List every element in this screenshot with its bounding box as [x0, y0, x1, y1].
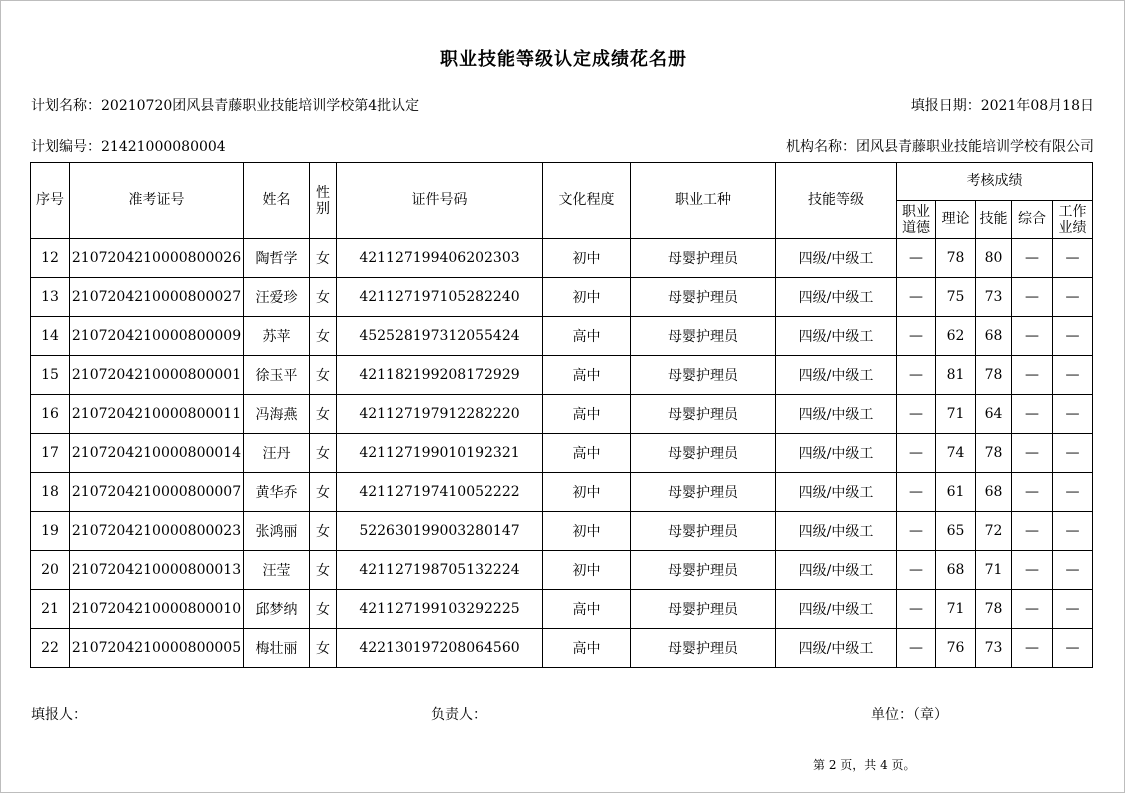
header-skill: 技能 — [976, 201, 1012, 239]
cell-ethics: — — [897, 473, 936, 512]
cell-work-performance: — — [1053, 512, 1093, 551]
cell-id-no: 422130197208064560 — [337, 629, 543, 668]
header-exam-no: 准考证号 — [70, 163, 244, 239]
header-ethics: 职业道德 — [897, 201, 936, 239]
cell-theory: 68 — [936, 551, 976, 590]
cell-exam-no: 2107204210000800010 — [70, 590, 244, 629]
cell-occupation: 母婴护理员 — [631, 395, 776, 434]
header-id-no: 证件号码 — [337, 163, 543, 239]
cell-id-no: 522630199003280147 — [337, 512, 543, 551]
cell-overall: — — [1012, 629, 1053, 668]
cell-seq: 22 — [31, 629, 70, 668]
cell-occupation: 母婴护理员 — [631, 317, 776, 356]
cell-skill: 68 — [976, 473, 1012, 512]
cell-exam-no: 2107204210000800027 — [70, 278, 244, 317]
cell-exam-no: 2107204210000800001 — [70, 356, 244, 395]
table-row — [31, 512, 1093, 551]
cell-skill-level: 四级/中级工 — [776, 278, 897, 317]
cell-work-performance: — — [1053, 551, 1093, 590]
cell-skill-level: 四级/中级工 — [776, 512, 897, 551]
table-row — [31, 278, 1093, 317]
cell-gender: 女 — [310, 551, 337, 590]
cell-theory: 75 — [936, 278, 976, 317]
cell-id-no: 421127197105282240 — [337, 278, 543, 317]
cell-seq: 21 — [31, 590, 70, 629]
cell-gender: 女 — [310, 512, 337, 551]
cell-gender: 女 — [310, 317, 337, 356]
cell-work-performance: — — [1053, 434, 1093, 473]
cell-occupation: 母婴护理员 — [631, 356, 776, 395]
cell-skill: 80 — [976, 239, 1012, 278]
cell-theory: 71 — [936, 395, 976, 434]
cell-name: 汪莹 — [244, 551, 310, 590]
cell-gender: 女 — [310, 356, 337, 395]
cell-skill-level: 四级/中级工 — [776, 434, 897, 473]
cell-ethics: — — [897, 590, 936, 629]
cell-skill-level: 四级/中级工 — [776, 551, 897, 590]
table-row — [31, 317, 1093, 356]
unit-stamp-label: 单位：（章） — [871, 707, 948, 723]
roster-body — [31, 239, 1093, 668]
cell-occupation: 母婴护理员 — [631, 434, 776, 473]
organization-name: 机构名称：团风县青藤职业技能培训学校有限公司 — [786, 139, 1094, 155]
cell-exam-no: 2107204210000800011 — [70, 395, 244, 434]
cell-exam-no: 2107204210000800013 — [70, 551, 244, 590]
table-row — [31, 434, 1093, 473]
cell-seq: 14 — [31, 317, 70, 356]
cell-theory: 62 — [936, 317, 976, 356]
cell-gender: 女 — [310, 434, 337, 473]
cell-ethics: — — [897, 356, 936, 395]
cell-gender: 女 — [310, 473, 337, 512]
cell-ethics: — — [897, 434, 936, 473]
cell-ethics: — — [897, 395, 936, 434]
cell-overall: — — [1012, 551, 1053, 590]
cell-seq: 12 — [31, 239, 70, 278]
cell-seq: 18 — [31, 473, 70, 512]
cell-name: 黄华乔 — [244, 473, 310, 512]
cell-skill: 71 — [976, 551, 1012, 590]
cell-work-performance: — — [1053, 239, 1093, 278]
cell-ethics: — — [897, 317, 936, 356]
header-name: 姓名 — [244, 163, 310, 239]
table-row — [31, 629, 1093, 668]
cell-skill: 78 — [976, 434, 1012, 473]
cell-id-no: 421127199406202303 — [337, 239, 543, 278]
cell-skill: 72 — [976, 512, 1012, 551]
cell-gender: 女 — [310, 278, 337, 317]
cell-occupation: 母婴护理员 — [631, 590, 776, 629]
cell-skill: 73 — [976, 629, 1012, 668]
cell-name: 梅壮丽 — [244, 629, 310, 668]
cell-ethics: — — [897, 239, 936, 278]
cell-gender: 女 — [310, 629, 337, 668]
table-row — [31, 239, 1093, 278]
cell-education: 初中 — [543, 551, 631, 590]
cell-exam-no: 2107204210000800026 — [70, 239, 244, 278]
cell-education: 初中 — [543, 473, 631, 512]
cell-overall: — — [1012, 473, 1053, 512]
cell-occupation: 母婴护理员 — [631, 278, 776, 317]
report-date: 填报日期：2021年08月18日 — [910, 98, 1094, 114]
cell-education: 高中 — [543, 434, 631, 473]
cell-education: 高中 — [543, 590, 631, 629]
page-title: 职业技能等级认定成绩花名册 — [440, 49, 687, 70]
cell-theory: 76 — [936, 629, 976, 668]
cell-theory: 81 — [936, 356, 976, 395]
cell-exam-no: 2107204210000800005 — [70, 629, 244, 668]
cell-ethics: — — [897, 278, 936, 317]
header-education: 文化程度 — [543, 163, 631, 239]
cell-gender: 女 — [310, 239, 337, 278]
cell-seq: 15 — [31, 356, 70, 395]
cell-name: 汪爱珍 — [244, 278, 310, 317]
page-indicator: 第 2 页，共 4 页。 — [813, 758, 916, 772]
cell-skill: 68 — [976, 317, 1012, 356]
cell-skill-level: 四级/中级工 — [776, 473, 897, 512]
header-work-performance: 工作业绩 — [1053, 201, 1093, 239]
header-seq: 序号 — [31, 163, 70, 239]
cell-skill-level: 四级/中级工 — [776, 590, 897, 629]
cell-name: 徐玉平 — [244, 356, 310, 395]
cell-name: 苏苹 — [244, 317, 310, 356]
header-skill-level: 技能等级 — [776, 163, 897, 239]
cell-work-performance: — — [1053, 278, 1093, 317]
cell-id-no: 421127198705132224 — [337, 551, 543, 590]
cell-name: 汪丹 — [244, 434, 310, 473]
cell-theory: 61 — [936, 473, 976, 512]
cell-name: 陶哲学 — [244, 239, 310, 278]
cell-skill-level: 四级/中级工 — [776, 317, 897, 356]
cell-work-performance: — — [1053, 395, 1093, 434]
cell-id-no: 421127197912282220 — [337, 395, 543, 434]
cell-overall: — — [1012, 434, 1053, 473]
header-gender: 性别 — [310, 163, 337, 239]
cell-skill: 78 — [976, 590, 1012, 629]
reporter-label: 填报人： — [31, 707, 87, 723]
cell-gender: 女 — [310, 590, 337, 629]
cell-occupation: 母婴护理员 — [631, 239, 776, 278]
cell-name: 邱梦纳 — [244, 590, 310, 629]
header-theory: 理论 — [936, 201, 976, 239]
cell-id-no: 452528197312055424 — [337, 317, 543, 356]
cell-skill: 78 — [976, 356, 1012, 395]
cell-overall: — — [1012, 395, 1053, 434]
cell-seq: 20 — [31, 551, 70, 590]
cell-occupation: 母婴护理员 — [631, 629, 776, 668]
cell-skill-level: 四级/中级工 — [776, 395, 897, 434]
table-row — [31, 356, 1093, 395]
cell-name: 冯海燕 — [244, 395, 310, 434]
cell-work-performance: — — [1053, 356, 1093, 395]
score-roster-table — [30, 162, 1093, 668]
table-row — [31, 395, 1093, 434]
cell-work-performance: — — [1053, 629, 1093, 668]
cell-overall: — — [1012, 356, 1053, 395]
cell-skill-level: 四级/中级工 — [776, 239, 897, 278]
cell-gender: 女 — [310, 395, 337, 434]
cell-seq: 19 — [31, 512, 70, 551]
cell-exam-no: 2107204210000800014 — [70, 434, 244, 473]
table-row — [31, 551, 1093, 590]
cell-occupation: 母婴护理员 — [631, 512, 776, 551]
responsible-label: 负责人： — [431, 707, 487, 723]
cell-theory: 65 — [936, 512, 976, 551]
cell-id-no: 421127199103292225 — [337, 590, 543, 629]
cell-work-performance: — — [1053, 590, 1093, 629]
cell-theory: 74 — [936, 434, 976, 473]
cell-ethics: — — [897, 551, 936, 590]
cell-work-performance: — — [1053, 473, 1093, 512]
cell-id-no: 421127197410052222 — [337, 473, 543, 512]
cell-skill-level: 四级/中级工 — [776, 356, 897, 395]
cell-education: 初中 — [543, 512, 631, 551]
cell-education: 高中 — [543, 317, 631, 356]
cell-theory: 71 — [936, 590, 976, 629]
cell-work-performance: — — [1053, 317, 1093, 356]
cell-education: 初中 — [543, 239, 631, 278]
plan-number: 计划编号：21421000080004 — [31, 139, 226, 155]
cell-id-no: 421127199010192321 — [337, 434, 543, 473]
cell-education: 高中 — [543, 629, 631, 668]
cell-overall: — — [1012, 590, 1053, 629]
cell-name: 张鸿丽 — [244, 512, 310, 551]
cell-occupation: 母婴护理员 — [631, 473, 776, 512]
plan-name: 计划名称：20210720团风县青藤职业技能培训学校第4批认定 — [31, 98, 420, 114]
cell-occupation: 母婴护理员 — [631, 551, 776, 590]
table-row — [31, 473, 1093, 512]
cell-education: 高中 — [543, 356, 631, 395]
cell-skill: 73 — [976, 278, 1012, 317]
cell-overall: — — [1012, 239, 1053, 278]
cell-education: 初中 — [543, 278, 631, 317]
cell-seq: 16 — [31, 395, 70, 434]
cell-ethics: — — [897, 512, 936, 551]
cell-seq: 13 — [31, 278, 70, 317]
cell-id-no: 421182199208172929 — [337, 356, 543, 395]
header-occupation: 职业工种 — [631, 163, 776, 239]
cell-education: 高中 — [543, 395, 631, 434]
table-row — [31, 590, 1093, 629]
cell-overall: — — [1012, 317, 1053, 356]
cell-exam-no: 2107204210000800009 — [70, 317, 244, 356]
cell-seq: 17 — [31, 434, 70, 473]
cell-skill-level: 四级/中级工 — [776, 629, 897, 668]
cell-exam-no: 2107204210000800023 — [70, 512, 244, 551]
cell-exam-no: 2107204210000800007 — [70, 473, 244, 512]
header-scores-group: 考核成绩 — [897, 163, 1093, 201]
cell-ethics: — — [897, 629, 936, 668]
cell-overall: — — [1012, 278, 1053, 317]
cell-theory: 78 — [936, 239, 976, 278]
cell-skill: 64 — [976, 395, 1012, 434]
header-overall: 综合 — [1012, 201, 1053, 239]
cell-overall: — — [1012, 512, 1053, 551]
